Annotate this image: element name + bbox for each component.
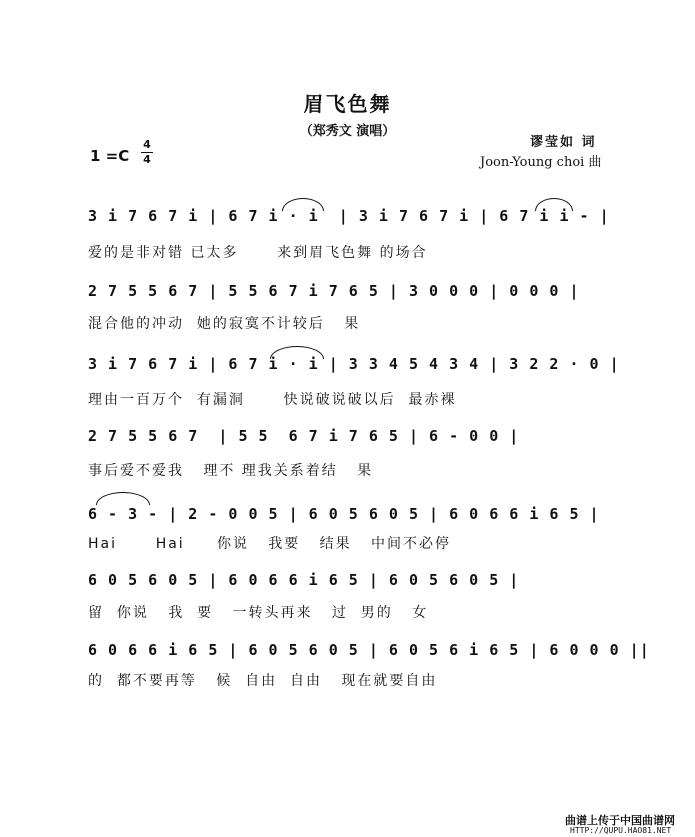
row-3-slur [270,346,324,359]
row-7-lyrics: 的 都不要再等 候 自由 自由 现在就要自由 [88,673,438,689]
row-5-lyrics: Hai Hai 你说 我要 结果 中间不必停 [88,536,451,552]
site-url: HTTP://QUPU.HAO81.NET [570,826,672,835]
time-signature [140,139,154,166]
lyricist-credit: 谬莹如 词 [530,135,597,150]
row-1-notes: 3 i 7 6 7 i | 6 7 i · i | 3 i 7 6 7 i | 6 7 i i - | [88,207,610,225]
site-watermark: 曲谱上传于中国曲谱网 [565,814,675,827]
row-2-notes: 2 7 5 5 6 7 | 5 5 6 7 i 7 6 5 | 3 0 0 0 | 0 0 0 | [88,282,580,300]
row-1-slur-a [282,198,324,211]
row-4-lyrics: 事后爱不爱我 理不 理我关系着结 果 [88,463,374,479]
song-title: 眉飞色舞 [303,92,392,116]
meter-bottom: 4 [143,153,151,166]
row-5-slur [96,492,150,505]
row-2-lyrics: 混合他的冲动 她的寂寞不计较后 果 [88,316,361,332]
row-1-lyrics: 爱的是非对错 已太多 来到眉飞色舞 的场合 [88,245,428,261]
row-4-notes: 2 7 5 5 6 7 | 5 5 6 7 i 7 6 5 | 6 - 0 0 | [88,427,520,445]
composer-credit: Joon-Young choi 曲 [480,155,602,170]
row-7-notes: 6 0 6 6 i 6 5 | 6 0 5 6 0 5 | 6 0 5 6 i 6 5 | 6 0 0 0 || [88,641,650,659]
row-3-notes: 3 i 7 6 7 i | 6 7 i · i | 3 3 4 5 4 3 4 | 3 2 2 · 0 | [88,355,620,373]
row-1-slur-b [535,198,573,211]
row-5-notes: 6 - 3 - | 2 - 0 0 5 | 6 0 5 6 0 5 | 6 0 6 6 i 6 5 | [88,505,600,523]
row-6-lyrics: 留 你说 我 要 一转头再来 过 男的 女 [88,605,429,621]
singer-credit: （郑秀文 演唱） [299,124,396,139]
meter-top: 4 [143,138,151,151]
row-6-notes: 6 0 5 6 0 5 | 6 0 6 6 i 6 5 | 6 0 5 6 0 5 | [88,571,520,589]
key-signature: 1 =C [90,147,130,165]
row-3-lyrics: 理由一百万个 有漏洞 快说破说破以后 最赤裸 [88,392,457,408]
